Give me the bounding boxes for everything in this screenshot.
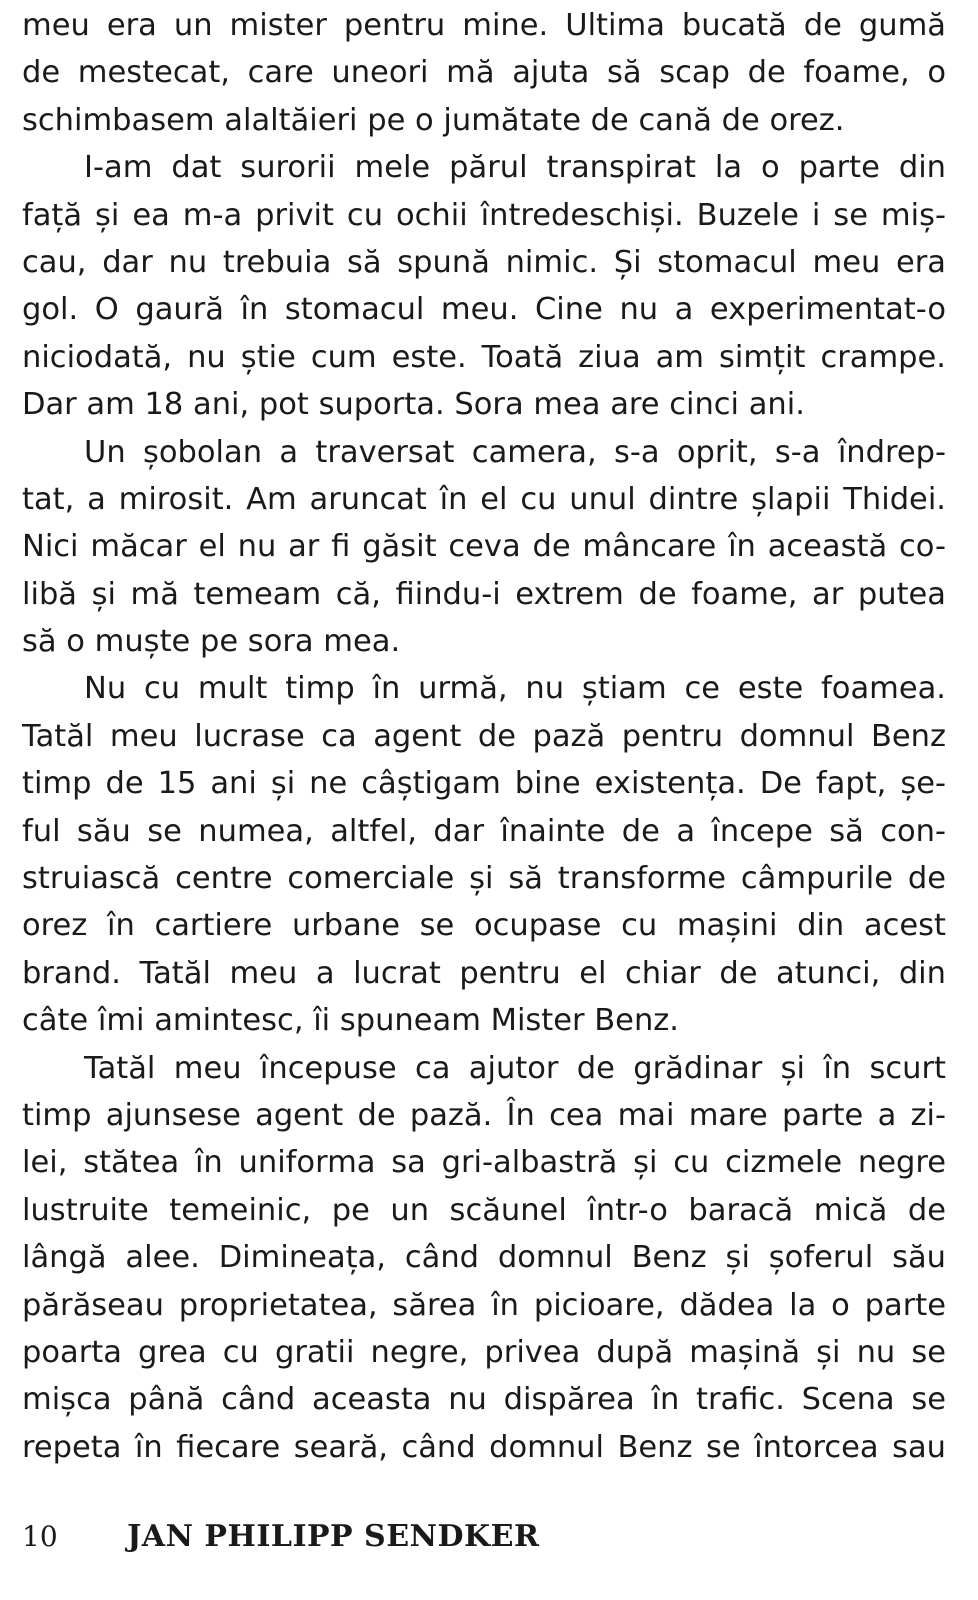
text-line: poarta grea cu gratii negre, privea după mașină și nu se [22,1334,946,1370]
text-line: mișca până când aceasta nu dispărea în trafic. Scena se [22,1382,946,1418]
running-header-author: JAN PHILIPP SENDKER [127,1519,540,1554]
text-line: schimbasem alaltăieri pe o jumătate de cană de orez. [22,102,845,138]
text-line: părăseau proprietatea, sărea în picioare, dădea la o parte [22,1287,946,1323]
text-line: față și ea m-a privit cu ochii întredeschiși. Buzele i se miș- [22,197,946,233]
body-text [22,2,946,1471]
text-line: de mestecat, care uneori mă ajuta să scap de foame, o [22,55,946,91]
text-line: câte îmi amintesc, îi spuneam Mister Benz. [22,1003,679,1039]
page-number: 10 [22,1520,58,1553]
text-line: Nici măcar el nu ar fi găsit ceva de mâncare în această co- [22,529,946,565]
text-line: Un șobolan a traversat camera, s-a oprit, s-a îndrep- [84,434,946,470]
text-line: orez în cartiere urbane se ocupase cu mașini din acest [22,908,946,944]
text-line: brand. Tatăl meu a lucrat pentru el chiar de atunci, din [22,955,946,991]
text-line: timp ajunsese agent de pază. În cea mai mare parte a zi- [22,1097,946,1133]
text-line: gol. O gaură în stomacul meu. Cine nu a experimentat-o [22,292,946,328]
text-line: libă și mă temeam că, fiindu-i extrem de foame, ar putea [22,576,946,612]
text-line: struiască centre comerciale și să transforme câmpurile de [22,861,946,897]
text-line: să o muște pe sora mea. [22,624,401,660]
text-line: tat, a mirosit. Am aruncat în el cu unul dintre șlapii Thidei. [22,481,946,517]
text-line: Dar am 18 ani, pot suporta. Sora mea are cinci ani. [22,387,805,423]
text-line: Nu cu mult timp în urmă, nu știam ce este foamea. [84,671,946,707]
text-line: lângă alee. Dimineața, când domnul Benz și șoferul său [22,1240,946,1276]
text-line: lustruite temeinic, pe un scăunel într-o baracă mică de [22,1192,946,1228]
text-line: repeta în fiecare seară, când domnul Benz se întorcea sau [22,1429,946,1465]
text-line: I-am dat surorii mele părul transpirat la o parte din [84,150,946,186]
text-line: Tatăl meu începuse ca ajutor de grădinar și în scurt [84,1050,946,1086]
text-line: ful său se numea, altfel, dar înainte de a începe să con- [22,813,946,849]
text-line: lei, stătea în uniforma sa gri-albastră și cu cizmele negre [22,1145,946,1181]
text-line: meu era un mister pentru mine. Ultima bucată de gumă [22,8,946,43]
text-line: Tatăl meu lucrase ca agent de pază pentru domnul Benz [22,718,946,754]
text-line: cau, dar nu trebuia să spună nimic. Și stomacul meu era [22,244,946,280]
text-line: niciodată, nu știe cum este. Toată ziua am simțit crampe. [22,339,946,375]
text-line: timp de 15 ani și ne câștigam bine existența. De fapt, șe- [22,766,946,802]
page-footer [22,1512,539,1562]
